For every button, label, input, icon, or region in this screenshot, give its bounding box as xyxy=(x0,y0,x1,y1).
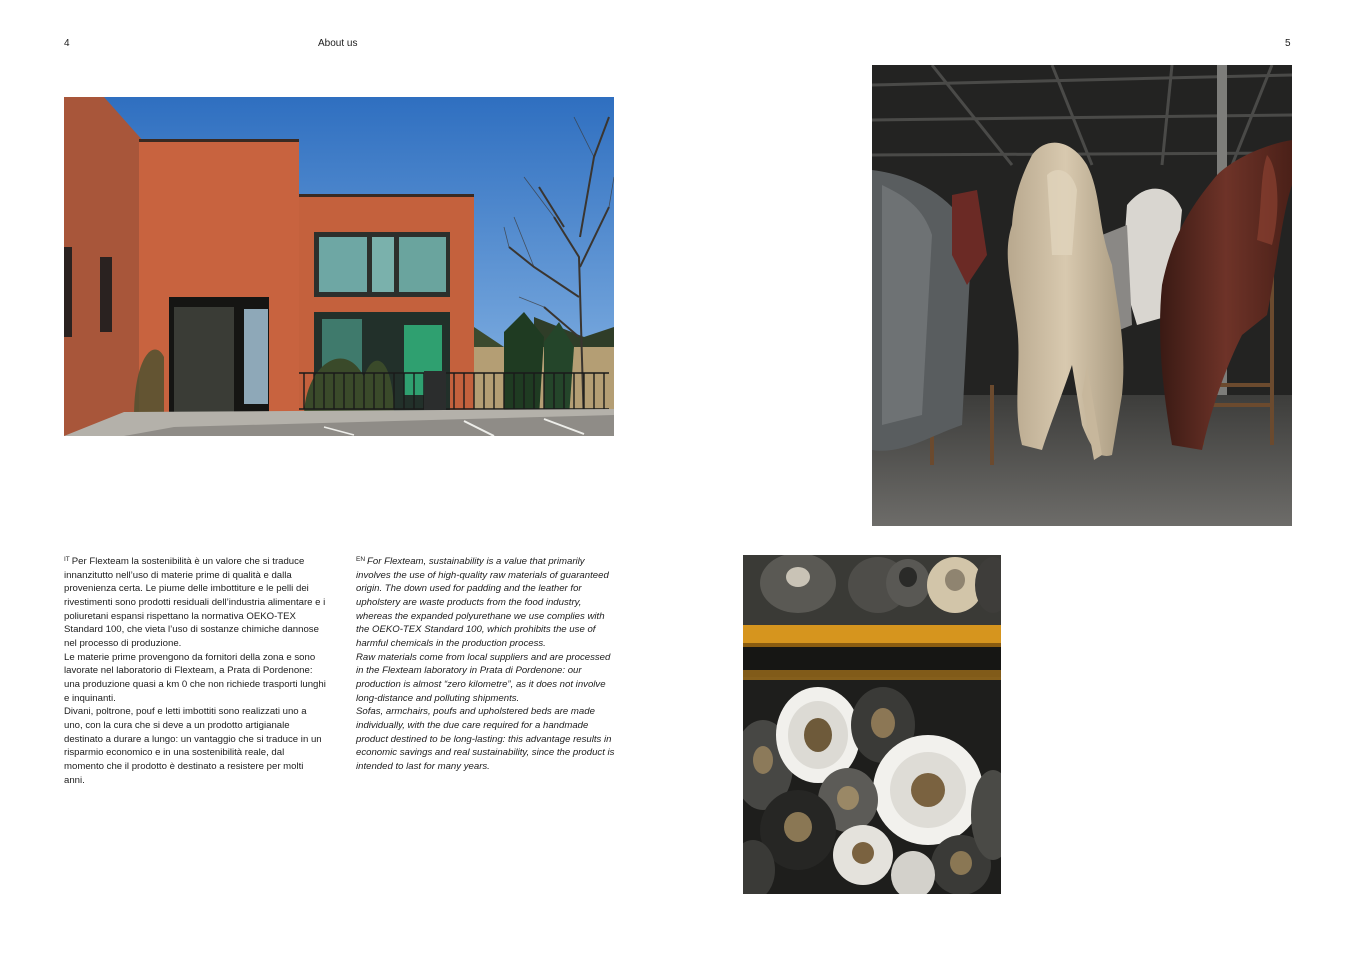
section-title: About us xyxy=(318,38,358,49)
italian-paragraph xyxy=(64,553,326,651)
italian-paragraph: Divani, poltrone, pouf e letti imbottiti sono realizzati uno a uno, con la cura che si deve a un prodotto artigianale destinato a durare a lungo: un vantaggio che si traduce in un risparmio economico e in una sostenibilità reale, dal momento che il prodotto è destinato a resistere per molti anni. xyxy=(64,706,322,786)
italian-text-column xyxy=(64,553,326,787)
language-tag-en: EN xyxy=(356,556,366,563)
fabric-rolls-photo xyxy=(743,555,1001,894)
italian-paragraph: Le materie prime provengono da fornitori della zona e sono lavorate nel laboratorio di Flexteam, a Prata di Pordenone: una produzione quasi a km 0 che non richiede trasporti lunghi e inquinanti. xyxy=(64,651,326,704)
italian-paragraph-text: Per Flexteam la sostenibilità è un valore che si traduce innanzitutto nell’uso di materie prime di qualità e dalla provenienza certa. Le piume delle imbottiture e le pelli dei rivestimenti sono prodotti residuali dell’industria alimentare e i poliuretani espansi rispettano la normativa OEKO-TEX Standard 100, che vieta l’uso di sostanze chimiche dannose nel processo di produzione. xyxy=(64,556,326,649)
english-paragraph xyxy=(356,553,618,651)
english-paragraph: Raw materials come from local suppliers and are processed in the Flexteam laboratory in Prata di Pordenone: our production is almost “zero kilometre”, as it does not involve long-distance and polluting shipments. xyxy=(356,651,611,704)
building-photo xyxy=(64,97,614,436)
left-page-number: 4 xyxy=(64,38,70,49)
english-text-column xyxy=(356,553,618,774)
english-paragraph-text: For Flexteam, sustainability is a value that primarily involves the use of high-quality raw materials of guaranteed origin. The down used for padding and the leather for upholstery are waste products from the food industry, whereas the expanded polyurethane we use complies with the OEKO-TEX Standard 100, which prohibits the use of harmful chemicals in the production process. xyxy=(356,556,609,649)
english-paragraph: Sofas, armchairs, poufs and upholstered beds are made individually, with the due care required for a handmade product destined to be long-lasting: this advantage results in economic savings and real sustainability, since the product is intended to last for many years. xyxy=(356,706,615,772)
leather-hides-photo xyxy=(872,65,1292,526)
right-page-number: 5 xyxy=(1285,38,1291,49)
language-tag-it: IT xyxy=(64,556,70,563)
